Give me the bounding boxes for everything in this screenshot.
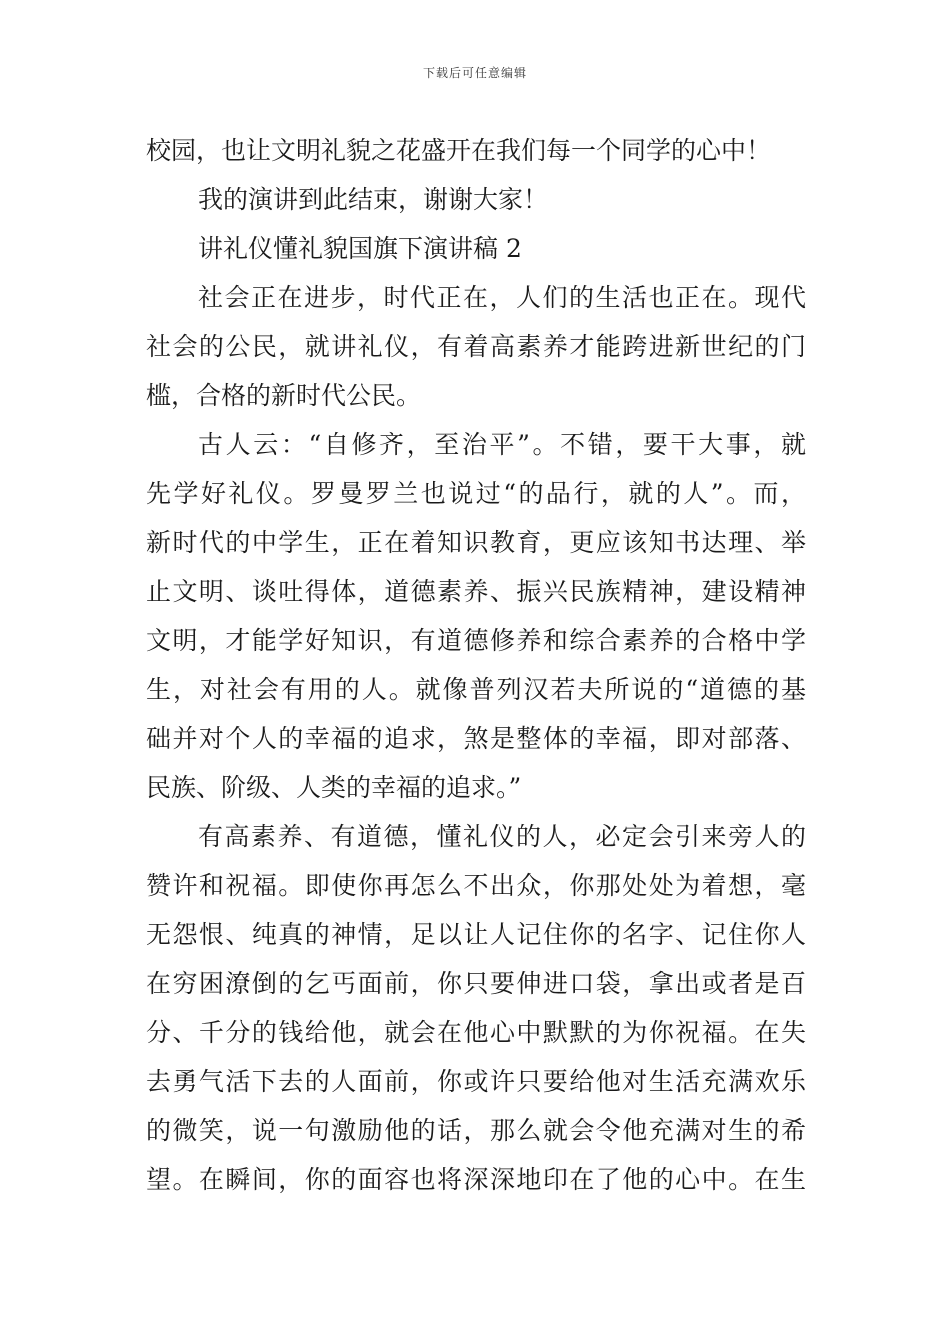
text-line: 社会正在进步，时代正在，人们的生活也正在。现代: [198, 283, 806, 312]
text-line: 槛，合格的新时代公民。: [146, 381, 422, 410]
text-line: 先学好礼仪。罗曼罗兰也说过“的品行，就的人”。而，: [146, 479, 806, 508]
text-line: 望。在瞬间，你的面容也将深深地印在了他的心中。在生: [146, 1165, 806, 1194]
text-line: 无怨恨、纯真的神情，足以让人记住你的名字、记住你人: [146, 920, 806, 949]
text-line: 社会的公民，就讲礼仪，有着高素养才能跨进新世纪的门: [146, 332, 806, 361]
text-line: 民族、阶级、人类的幸福的追求。”: [146, 773, 522, 802]
text-line: 生，对社会有用的人。就像普列汉若夫所说的“道德的基: [146, 675, 806, 704]
text-line: 赞许和祝福。即使你再怎么不出众，你那处处为着想，毫: [146, 871, 806, 900]
text-line: 古人云：“自修齐，至治平”。不错，要干大事，就: [198, 430, 806, 459]
text-line: 讲礼仪懂礼貌国旗下演讲稿 2: [198, 234, 522, 263]
text-line: 在穷困潦倒的乞丐面前，你只要伸进口袋，拿出或者是百: [146, 969, 806, 998]
text-line: 分、千分的钱给他，就会在他心中默默的为你祝福。在失: [146, 1018, 806, 1047]
text-line: 校园，也让文明礼貌之花盛开在我们每一个同学的心中！: [146, 136, 772, 165]
text-line: 的微笑，说一句激励他的话，那么就会令他充满对生的希: [146, 1116, 806, 1145]
page-header: 下载后可任意编辑: [422, 66, 527, 80]
text-line: 我的演讲到此结束，谢谢大家！: [198, 185, 549, 214]
text-line: 文明，才能学好知识，有道德修养和综合素养的合格中学: [146, 626, 806, 655]
text-line: 新时代的中学生，正在着知识教育，更应该知书达理、举: [146, 528, 806, 557]
text-line: 止文明、谈吐得体，道德素养、振兴民族精神，建设精神: [146, 577, 806, 606]
document-body: [146, 128, 806, 1206]
text-line: 础并对个人的幸福的追求，煞是整体的幸福，即对部落、: [146, 724, 806, 753]
text-line: 有高素养、有道德，懂礼仪的人，必定会引来旁人的: [198, 822, 806, 851]
text-line: 去勇气活下去的人面前，你或许只要给他对生活充满欢乐: [146, 1067, 806, 1096]
